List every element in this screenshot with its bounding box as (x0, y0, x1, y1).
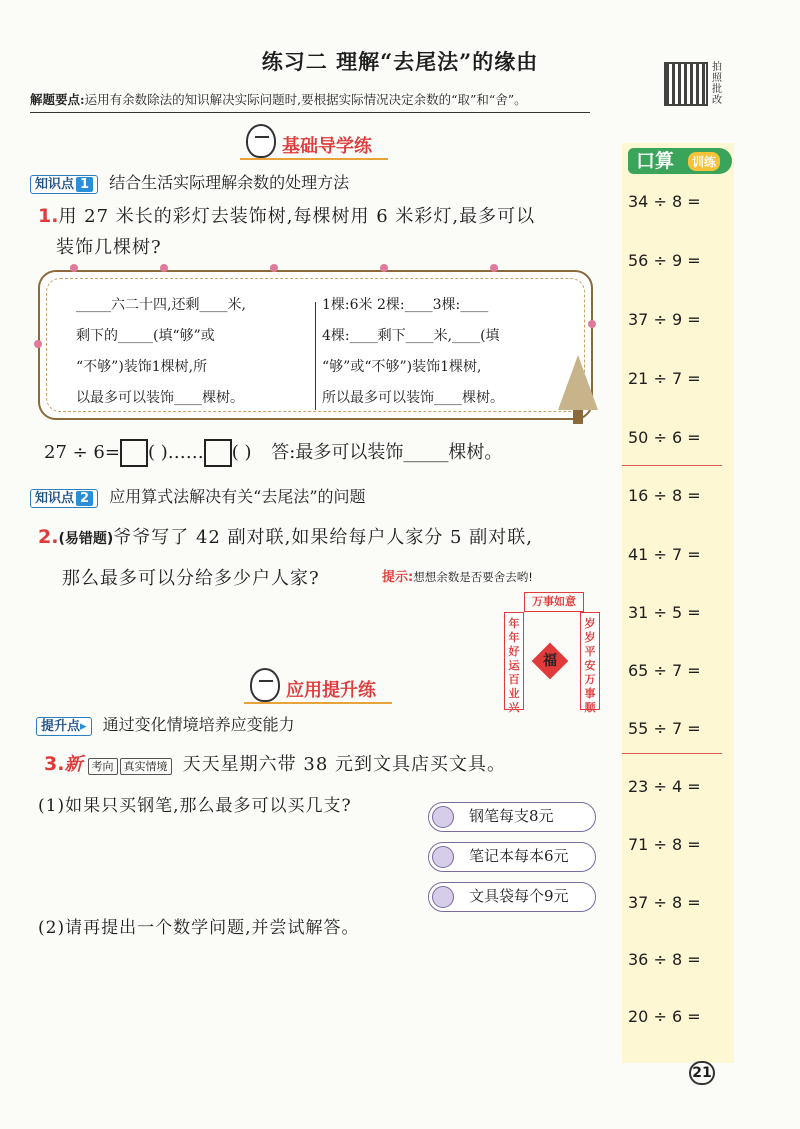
question-1-line1: 1.用 27 米长的彩灯去装饰树,每棵树用 6 米彩灯,最多可以 (38, 205, 536, 227)
kp-label: 知识点 2 (30, 489, 98, 508)
bulb-icon (70, 264, 78, 272)
drill-item[interactable]: 56 ÷ 9 = (628, 251, 701, 270)
pencil-bag-icon (432, 886, 454, 908)
question-2-line1: 2.(易错题)爷爷写了 42 副对联,如果给每户人家分 5 副对联, (38, 526, 533, 548)
couplet-right: 岁岁平安万事顺 (580, 612, 600, 710)
answer-box-remainder[interactable] (204, 439, 232, 467)
couplet-top: 万事如意 (524, 592, 584, 612)
kp-label: 知识点 1 (30, 175, 98, 194)
question-3-sub1: (1)如果只买钢笔,那么最多可以买几支? (38, 796, 352, 816)
pen-icon (432, 806, 454, 828)
bulb-icon (34, 340, 42, 348)
qr-label: 拍照批改 (712, 62, 722, 106)
notebook-icon (432, 846, 454, 868)
drill-item[interactable]: 55 ÷ 7 = (628, 719, 701, 738)
couplet-left: 年年好运百业兴 (504, 612, 524, 710)
header-divider (30, 112, 590, 113)
drill-item[interactable]: 65 ÷ 7 = (628, 661, 701, 680)
price-tag-pen: 钢笔每支8元 (428, 802, 596, 832)
bulb-icon (270, 264, 278, 272)
drill-item[interactable]: 41 ÷ 7 = (628, 545, 701, 564)
kp-text: 结合生活实际理解余数的处理方法 (109, 173, 350, 192)
drill-item[interactable]: 36 ÷ 8 = (628, 950, 701, 969)
mascot-icon (246, 124, 276, 158)
page-title: 练习二 理解“去尾法”的缘由 (261, 49, 539, 74)
sidebar-header: 口算 训练 (628, 148, 732, 174)
section-underline (244, 702, 392, 704)
drill-item[interactable]: 50 ÷ 6 = (628, 428, 701, 447)
tip-label: 解题要点: (30, 92, 85, 107)
sidebar-divider (622, 753, 722, 754)
question-3-sub2: (2)请再提出一个数学问题,并尝试解答。 (38, 918, 360, 938)
bulb-icon (380, 264, 388, 272)
price-tag-bag: 文具袋每个9元 (428, 882, 596, 912)
knowledge-point-1 (30, 170, 349, 193)
drill-item[interactable]: 20 ÷ 6 = (628, 1007, 701, 1026)
section-underline (240, 158, 388, 160)
drill-item[interactable]: 34 ÷ 8 = (628, 192, 701, 211)
answer-box-quotient[interactable] (120, 439, 148, 467)
christmas-tree-icon (558, 355, 598, 410)
mascot-icon (250, 668, 280, 702)
page-number: 21 (689, 1061, 715, 1085)
drill-item[interactable]: 71 ÷ 8 = (628, 835, 701, 854)
question-2-line2: 那么最多可以分给多少户人家? (62, 568, 320, 589)
drill-item[interactable]: 16 ÷ 8 = (628, 486, 701, 505)
kp-label: 提升点▸ (36, 717, 92, 736)
bulb-icon (490, 264, 498, 272)
tip-line (30, 90, 527, 108)
knowledge-point-2 (30, 484, 366, 507)
bulb-icon (160, 264, 168, 272)
drill-item[interactable]: 23 ÷ 4 = (628, 777, 701, 796)
question-3-line: 3.新 考向 真实情境 天天星期六带 38 元到文具店买文具。 (44, 753, 506, 775)
section-heading-advanced: 应用提升练 (286, 680, 376, 701)
kp-text: 通过变化情境培养应变能力 (102, 715, 295, 734)
drill-item[interactable]: 37 ÷ 8 = (628, 893, 701, 912)
bulb-icon (588, 320, 596, 328)
hint-right: 1棵:6米 2棵:____3棵:____ 4棵:____剩下____米,____(填 “够”或“不够”)装饰1棵树, 所以最多可以装饰____棵树。 (322, 297, 504, 406)
equation-line: 27 ÷ 6= ( )…… ( ) 答:最多可以装饰_____棵树。 (44, 438, 502, 467)
price-tag-notebook: 笔记本每本6元 (428, 842, 596, 872)
hint-divider (315, 302, 316, 410)
fu-decoration: 福 (532, 643, 569, 680)
tip-text: 运用有余数除法的知识解决实际问题时,要根据实际情况决定余数的“取”和“舍”。 (84, 92, 527, 107)
hint-left: _____六二十四,还剩____米, 剩下的_____(填“够”或 “不够”)装饰1棵树,所 以最多可以装饰____棵树。 (76, 297, 246, 406)
drill-item[interactable]: 31 ÷ 5 = (628, 603, 701, 622)
section-heading-basic: 基础导学练 (282, 136, 372, 157)
qr-code-icon[interactable] (664, 62, 708, 106)
answer-text: 答:最多可以装饰_____棵树。 (271, 442, 503, 463)
drill-item[interactable]: 37 ÷ 9 = (628, 310, 701, 329)
question-1-line2: 装饰几棵树? (56, 237, 162, 258)
kp-text: 应用算式法解决有关“去尾法”的问题 (109, 487, 366, 506)
drill-item[interactable]: 21 ÷ 7 = (628, 369, 701, 388)
hint-tag: 提示:想想余数是否要舍去哟! (382, 570, 533, 585)
upgrade-point (36, 712, 295, 735)
sidebar-divider (622, 465, 722, 466)
tree-trunk (573, 410, 583, 424)
